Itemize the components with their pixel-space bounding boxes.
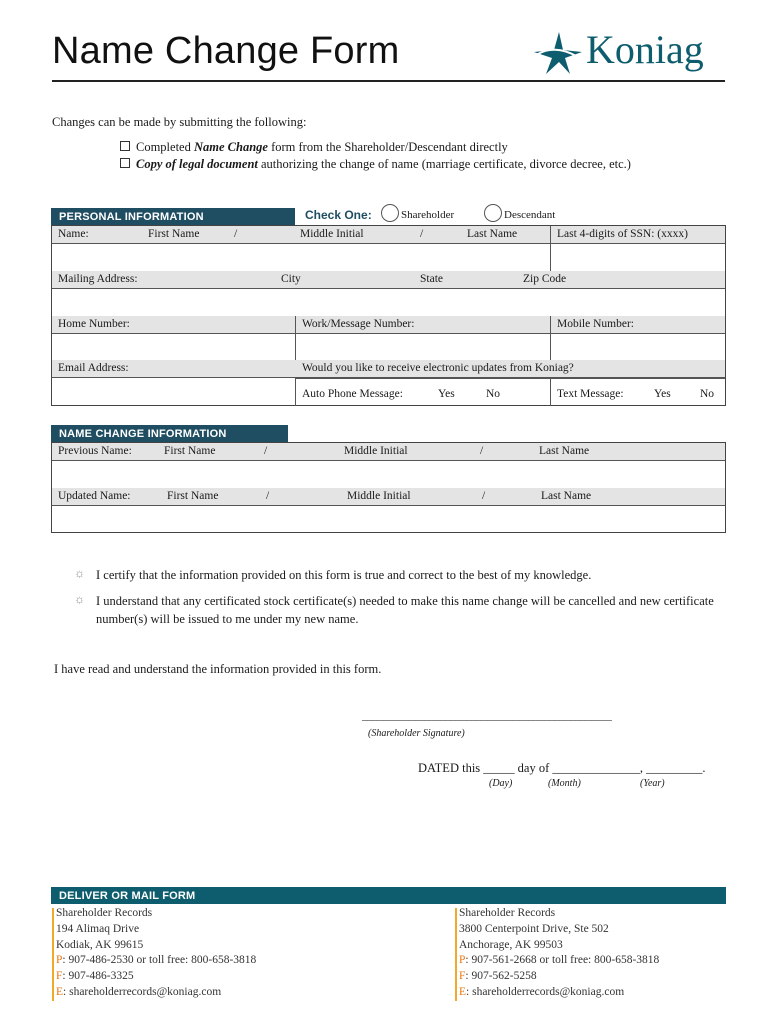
requirement-2: Copy of legal document authorizing the change of name (marriage certificate, divorce decree, etc.) xyxy=(120,157,631,172)
office-name: Shareholder Records xyxy=(56,907,153,919)
previous-name-input[interactable] xyxy=(52,461,725,488)
address-input[interactable] xyxy=(52,289,725,316)
email-input[interactable] xyxy=(52,378,294,405)
office-name: Shareholder Records xyxy=(459,907,556,919)
page-title: Name Change Form xyxy=(52,30,400,72)
street: 194 Alimaq Drive xyxy=(56,922,140,935)
auto-phone-label: Auto Phone Message: xyxy=(302,388,403,400)
updates-question: Would you like to receive electronic updates from Koniag? xyxy=(302,362,574,374)
slash-label: / xyxy=(266,490,270,502)
zip-label: Zip Code xyxy=(523,273,567,285)
checkbox-icon xyxy=(120,141,130,151)
deliver-header: DELIVER OR MAIL FORM xyxy=(51,887,726,904)
divider xyxy=(550,378,551,406)
mobile-number-input[interactable] xyxy=(551,334,725,361)
text-message-label: Text Message: xyxy=(557,388,624,400)
work-number-label: Work/Message Number: xyxy=(302,318,415,330)
first-name-label: First Name xyxy=(167,490,219,502)
name-label: Name: xyxy=(58,228,89,240)
certify-statement-2: I understand that any certificated stock certificate(s) needed to make this name change will be cancelled and new certificate number(s) will be issued to me under my new name. xyxy=(96,594,714,626)
requirement-1: Completed Name Change form from the Shareholder/Descendant directly xyxy=(120,140,508,155)
kodiak-address xyxy=(52,906,256,1001)
text-message-yes[interactable]: Yes xyxy=(654,388,671,400)
name-change-table xyxy=(51,442,726,533)
ssn-input[interactable] xyxy=(551,244,725,271)
logo-wordmark: Koniag xyxy=(586,27,704,72)
personal-info-table xyxy=(51,225,726,406)
mobile-number-label: Mobile Number: xyxy=(557,318,634,330)
middle-initial-label: Middle Initial xyxy=(347,490,411,502)
anchorage-address xyxy=(455,906,659,1001)
email-label: Email Address: xyxy=(58,362,129,374)
slash-label: / xyxy=(480,445,484,457)
month-label: (Month) xyxy=(548,778,581,789)
shareholder-radio[interactable] xyxy=(381,204,399,222)
middle-initial-label: Middle Initial xyxy=(300,228,364,240)
home-number-input[interactable] xyxy=(52,334,294,361)
first-name-label: First Name xyxy=(164,445,216,457)
city-label: City xyxy=(281,273,301,285)
auto-phone-no[interactable]: No xyxy=(486,388,501,400)
city: Kodiak, AK 99615 xyxy=(56,938,144,951)
address-label-row xyxy=(52,271,725,289)
updated-name-label: Updated Name: xyxy=(58,490,131,502)
check-one-label: Check One: xyxy=(305,208,372,222)
last-name-label: Last Name xyxy=(467,228,518,240)
last-name-label: Last Name xyxy=(541,490,592,502)
auto-phone-yes[interactable]: Yes xyxy=(438,388,455,400)
middle-initial-label: Middle Initial xyxy=(344,445,408,457)
star-bird-icon xyxy=(532,28,584,78)
descendant-radio[interactable] xyxy=(484,204,502,222)
ssn-label: Last 4-digits of SSN: (xxxx) xyxy=(557,228,688,240)
updated-name-input[interactable] xyxy=(52,506,725,532)
state-label: State xyxy=(420,273,443,285)
signature-line[interactable]: ________________________________________________ xyxy=(362,710,612,722)
accent-bar xyxy=(52,908,54,1001)
certify-statement-1: I certify that the information provided on this form is true and correct to the best of my knowledge. xyxy=(96,568,592,582)
email[interactable]: E: shareholderrecords@koniag.com xyxy=(459,985,625,998)
text-message-no[interactable]: No xyxy=(700,388,715,400)
previous-name-label: Previous Name: xyxy=(58,445,132,457)
slash-label: / xyxy=(420,228,424,240)
email[interactable]: E: shareholderrecords@koniag.com xyxy=(56,985,222,998)
work-number-input[interactable] xyxy=(296,334,549,361)
slash-label: / xyxy=(264,445,268,457)
bullet-icon: ☼ xyxy=(74,592,85,606)
name-input[interactable] xyxy=(52,244,549,271)
first-name-label: First Name xyxy=(148,228,200,240)
name-change-header: NAME CHANGE INFORMATION xyxy=(51,425,288,442)
descendant-option[interactable]: Descendant xyxy=(484,204,555,222)
phone: P: 907-486-2530 or toll free: 800-658-3818 xyxy=(56,954,257,967)
phone: P: 907-561-2668 or toll free: 800-658-3818 xyxy=(459,954,660,967)
bullet-icon: ☼ xyxy=(74,566,85,580)
street: 3800 Centerpoint Drive, Ste 502 xyxy=(459,922,609,935)
mailing-address-label: Mailing Address: xyxy=(58,273,138,285)
checkbox-icon xyxy=(120,158,130,168)
year-label: (Year) xyxy=(640,778,665,789)
slash-label: / xyxy=(482,490,486,502)
personal-info-header: PERSONAL INFORMATION xyxy=(51,208,295,225)
intro-text: Changes can be made by submitting the following: xyxy=(52,115,307,129)
last-name-label: Last Name xyxy=(539,445,590,457)
home-number-label: Home Number: xyxy=(58,318,130,330)
koniag-logo xyxy=(532,26,727,80)
signature-label: (Shareholder Signature) xyxy=(368,728,465,739)
accent-bar xyxy=(455,908,457,1001)
dated-line[interactable]: DATED this _____ day of ______________, _________. xyxy=(418,761,706,775)
city: Anchorage, AK 99503 xyxy=(459,938,563,951)
day-label: (Day) xyxy=(489,778,513,789)
fax: F: 907-486-3325 xyxy=(56,970,134,983)
fax: F: 907-562-5258 xyxy=(459,970,537,983)
shareholder-option[interactable]: Shareholder xyxy=(381,204,454,222)
slash-label: / xyxy=(234,228,238,240)
title-divider xyxy=(52,80,725,82)
acknowledgement-text: I have read and understand the information provided in this form. xyxy=(54,662,382,676)
divider xyxy=(295,378,725,379)
